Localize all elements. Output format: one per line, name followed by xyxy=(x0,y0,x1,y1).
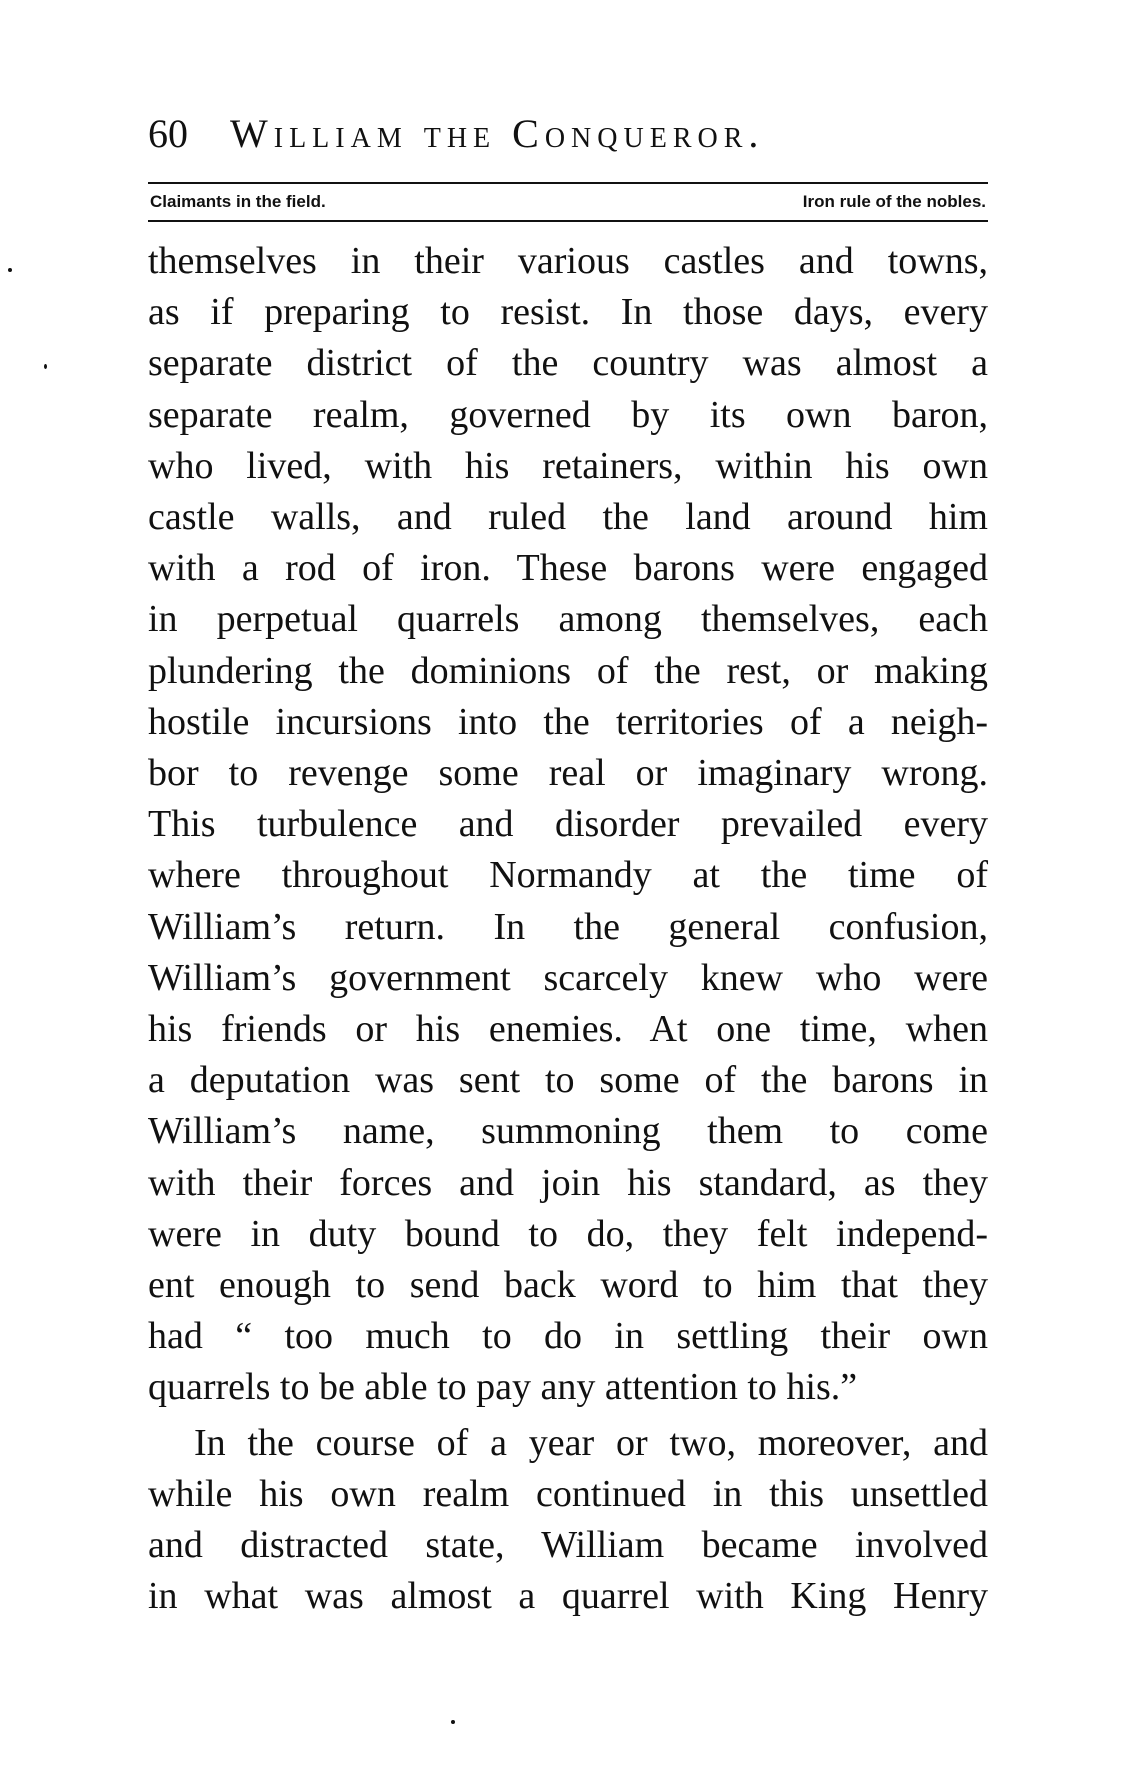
scan-speck xyxy=(44,364,47,369)
book-title: William the Conqueror. xyxy=(230,111,765,156)
text-line: his friends or his enemies. At one time, when xyxy=(148,1008,988,1051)
text-line: William’s name, summoning them to come xyxy=(148,1110,988,1153)
text-line: In the course of a year or two, moreover, and xyxy=(194,1421,988,1464)
paragraph-1 xyxy=(148,236,988,1414)
text-line: with a rod of iron. These barons were engaged xyxy=(148,547,988,590)
header-rule-bottom xyxy=(148,220,988,222)
text-line: ent enough to send back word to him that they xyxy=(148,1264,988,1307)
text-line: castle walls, and ruled the land around him xyxy=(148,496,988,539)
text-line: plundering the dominions of the rest, or making xyxy=(148,649,988,692)
text-line: William’s return. In the general confusion, xyxy=(148,905,988,948)
text-line: in perpetual quarrels among themselves, each xyxy=(148,598,988,641)
text-line: in what was almost a quarrel with King Henry xyxy=(148,1575,988,1618)
text-line: separate realm, governed by its own baron, xyxy=(148,393,988,436)
body-text xyxy=(148,236,988,1622)
text-line: themselves in their various castles and towns, xyxy=(148,240,988,282)
text-line: bor to revenge some real or imaginary wrong. xyxy=(148,752,988,795)
scan-speck xyxy=(451,1720,455,1724)
text-line: This turbulence and disorder prevailed every xyxy=(148,803,988,846)
text-line: a deputation was sent to some of the barons in xyxy=(148,1059,988,1102)
page-number: 60 xyxy=(148,111,188,156)
text-line: had “ too much to do in settling their own xyxy=(148,1315,988,1358)
text-line: as if preparing to resist. In those days, every xyxy=(148,291,988,334)
running-head xyxy=(148,110,988,170)
text-line: separate district of the country was almost a xyxy=(148,342,988,385)
scan-speck xyxy=(8,268,12,272)
paragraph-2 xyxy=(148,1418,988,1623)
side-note-right: Iron rule of the nobles. xyxy=(802,192,986,211)
side-note-left: Claimants in the field. xyxy=(150,192,326,211)
text-line: while his own realm continued in this unsettled xyxy=(148,1472,988,1515)
text-line: William’s government scarcely knew who were xyxy=(148,956,988,999)
text-line: quarrels to be able to pay any attention to his.” xyxy=(148,1366,858,1409)
text-line: were in duty bound to do, they felt independ- xyxy=(148,1212,988,1255)
side-notes xyxy=(148,184,988,220)
text-line: with their forces and join his standard, as they xyxy=(148,1161,988,1204)
text-line: hostile incursions into the territories of a neigh- xyxy=(148,700,988,743)
text-line: who lived, with his retainers, within his own xyxy=(148,444,988,487)
text-line: where throughout Normandy at the time of xyxy=(148,854,988,897)
book-page xyxy=(148,110,988,1622)
text-line: and distracted state, William became involved xyxy=(148,1524,988,1567)
